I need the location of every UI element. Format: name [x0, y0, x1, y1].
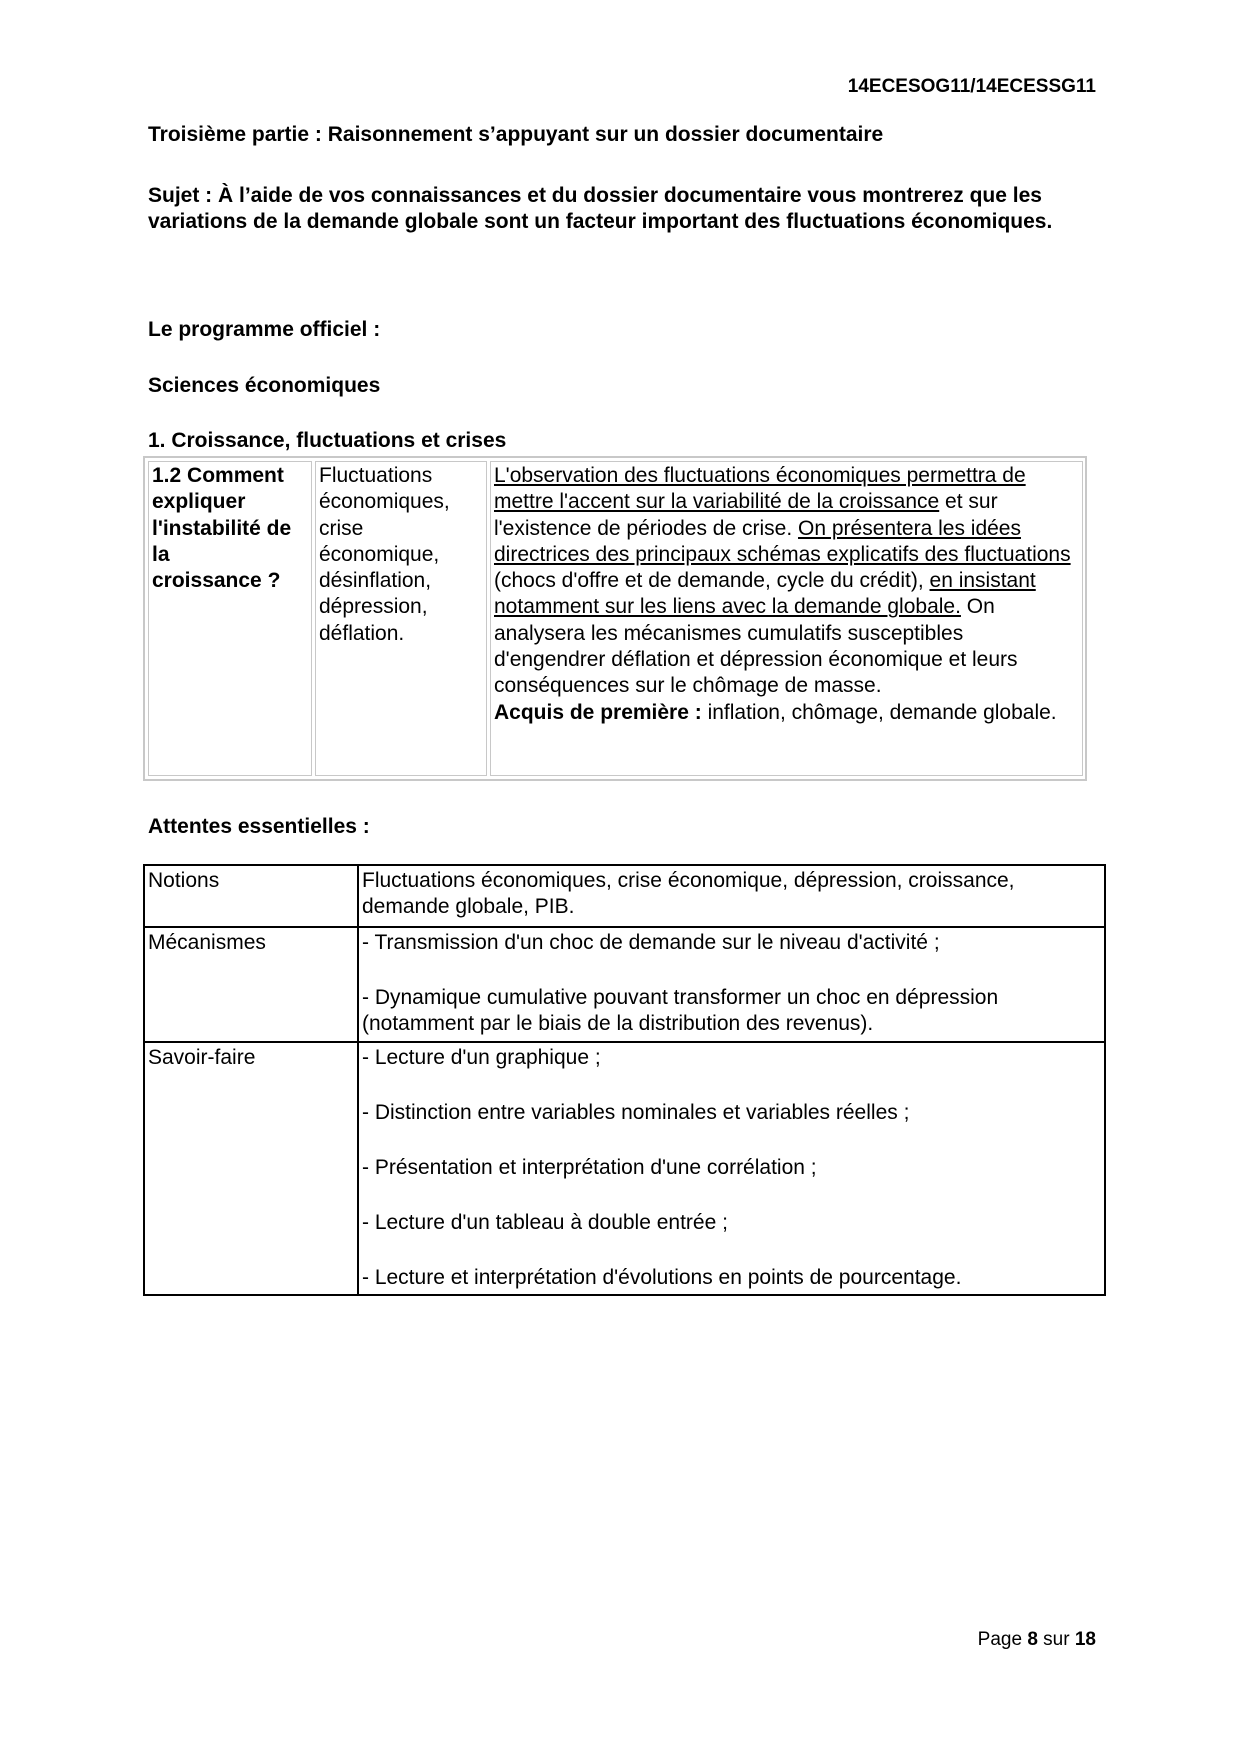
notions-cell — [315, 461, 487, 776]
programme-heading: Le programme officiel : — [148, 318, 381, 341]
row-item: - Transmission d'un choc de demande sur le niveau d'activité ; — [362, 931, 940, 954]
attentes-heading: Attentes essentielles : — [148, 815, 370, 838]
row-item: Fluctuations économiques, crise économique, dépression, croissance, demande globale, PIB. — [362, 869, 1015, 918]
programme-table — [143, 456, 1087, 781]
notion-line: crise — [319, 516, 364, 540]
row-label: Savoir-faire — [148, 1046, 256, 1069]
row-label: Notions — [148, 869, 220, 892]
notion-line: dépression, — [319, 595, 428, 619]
page-number — [978, 1629, 1096, 1651]
description-underlined: L'observation des fluctuations économiques permettra de mettre l'accent sur la variabilité de la croissance — [494, 464, 1026, 514]
acquis-text: inflation, chômage, demande globale. — [701, 700, 1057, 724]
row-content — [362, 868, 1098, 920]
notion-line: économiques, — [319, 490, 450, 514]
page-middle: sur — [1043, 1629, 1070, 1650]
programme-subheading: Sciences économiques — [148, 374, 381, 397]
row-content — [362, 1045, 1098, 1291]
current-page: 8 — [1027, 1629, 1038, 1650]
page-prefix: Page — [977, 1629, 1023, 1650]
section-heading: 1. Croissance, fluctuations et crises — [148, 429, 507, 452]
description-text: et sur l'existence de périodes de crise. — [494, 490, 998, 540]
description-underlined: en insistant notamment sur les liens avec la demande globale. — [494, 569, 1036, 619]
subject-text: Sujet : À l’aide de vos connaissances et du dossier documentaire vous montrerez que les variations de la demande globale sont un facteur important des fluctuations économiques. — [148, 184, 1053, 233]
notion-line: économique, — [319, 542, 440, 566]
description-text: On analysera les mécanismes cumulatifs susceptibles d'engendrer déflation et dépression économique et leurs conséquences sur le chômage de masse. — [494, 595, 1018, 698]
total-pages: 18 — [1074, 1629, 1096, 1650]
row-item: - Lecture et interprétation d'évolutions en points de pourcentage. — [362, 1266, 962, 1289]
question-line: expliquer — [152, 490, 246, 514]
row-item: - Dynamique cumulative pouvant transformer un choc en dépression (notamment par le biais de la distribution des revenus). — [362, 986, 999, 1035]
description-cell — [490, 461, 1083, 776]
question-line: croissance ? — [152, 569, 281, 593]
row-content — [362, 930, 1098, 1037]
column-divider — [357, 866, 359, 1294]
table-row — [145, 926, 1104, 1041]
notion-line: Fluctuations — [319, 464, 433, 487]
part-title: Troisième partie : Raisonnement s’appuyant sur un dossier documentaire — [148, 123, 884, 146]
notion-line: déflation. — [319, 621, 405, 645]
row-item: - Lecture d'un graphique ; — [362, 1046, 601, 1069]
notion-line: désinflation, — [319, 569, 432, 593]
description-text: (chocs d'offre et de demande, cycle du crédit), — [494, 569, 930, 593]
row-item: - Présentation et interprétation d'une corrélation ; — [362, 1156, 817, 1179]
question-line: 1.2 Comment — [152, 464, 284, 487]
document-code: 14ECESOG11/14ECESSG11 — [847, 76, 1096, 97]
row-item: - Lecture d'un tableau à double entrée ; — [362, 1211, 728, 1234]
question-cell — [148, 461, 312, 776]
question-line: l'instabilité de — [152, 516, 292, 540]
row-label: Mécanismes — [148, 931, 266, 954]
row-item: - Distinction entre variables nominales et variables réelles ; — [362, 1101, 910, 1124]
question-line: la — [152, 542, 170, 566]
acquis-label: Acquis de première : — [494, 700, 702, 724]
table-row — [145, 1041, 1104, 1296]
table-row — [145, 866, 1104, 924]
description-underlined: On présentera les idées directrices des principaux schémas explicatifs des fluctuations — [494, 516, 1071, 566]
attentes-table — [143, 864, 1106, 1296]
